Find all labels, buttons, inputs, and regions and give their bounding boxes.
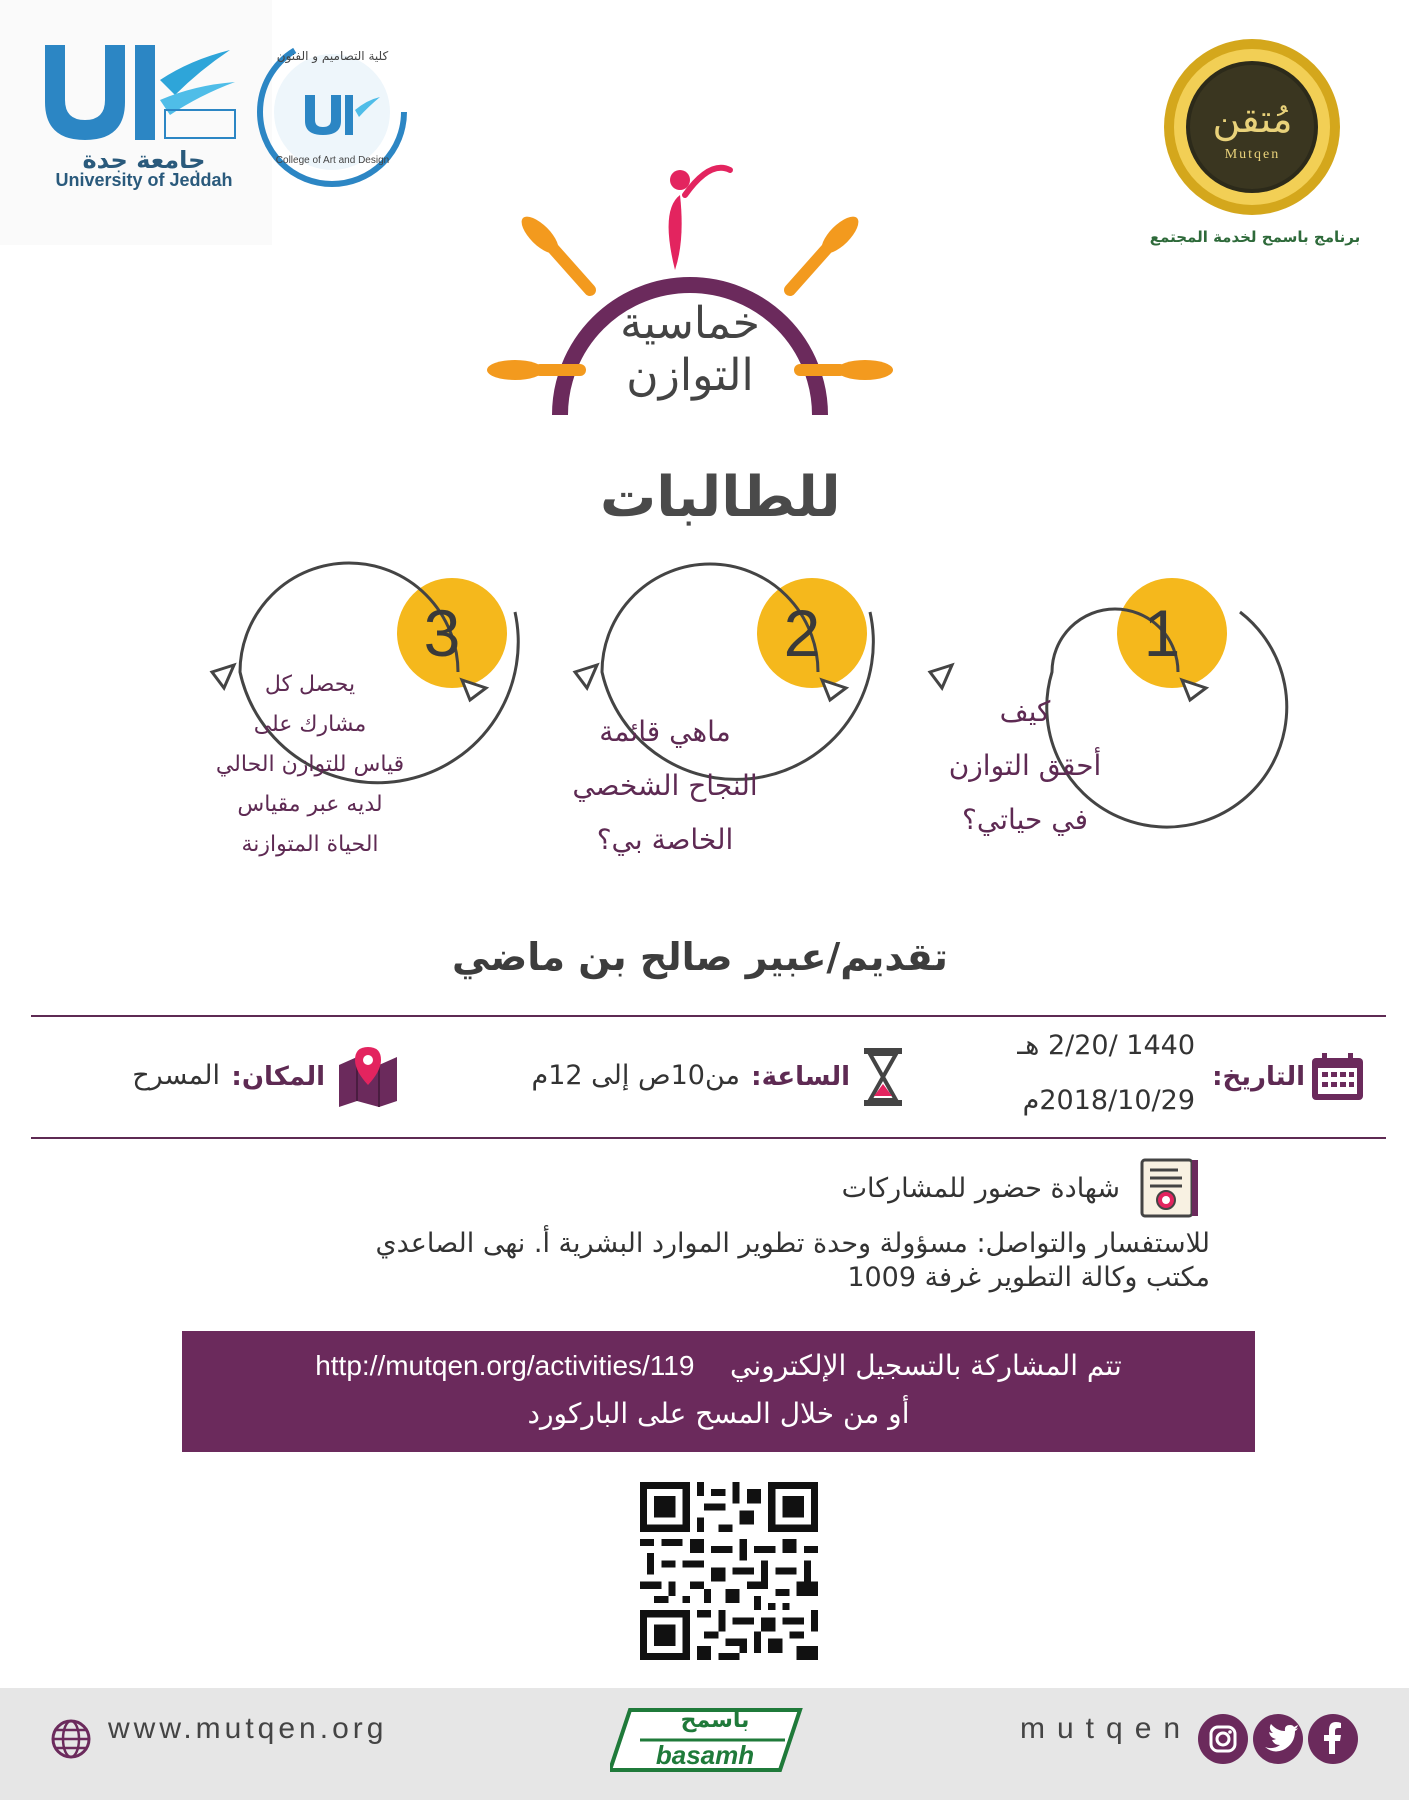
date-label: التاريخ: [1212, 1062, 1305, 1092]
step-3-text [190, 665, 430, 865]
contact-line-2: مكتب وكالة التطوير غرفة 1009 [847, 1262, 1210, 1293]
basamh-logo-en: basamh [655, 1740, 755, 1770]
hourglass-icon [862, 1046, 904, 1108]
uj-name-ar: جامعة جدة [82, 146, 206, 174]
audience-title: للطالبات [600, 465, 841, 530]
basamh-logo-ar: باسمح [680, 1708, 750, 1733]
step-3-number: 3 [423, 596, 461, 670]
facebook-icon[interactable] [1308, 1714, 1358, 1764]
uj-name-en: University of Jeddah [55, 170, 233, 190]
step-3-line: الحياة المتوازنة [241, 832, 379, 857]
step-1-line: أحقق التوازن [948, 749, 1102, 782]
place-value: المسرح [132, 1060, 220, 1091]
university-logo-block [0, 0, 272, 245]
time-value: من10ص إلى 12م [531, 1060, 740, 1091]
mutqen-seal-ar: مُتقن [1212, 97, 1293, 141]
college-en-text: College of Art and Design [275, 155, 390, 166]
presenter-name: تقديم/عبير صالح بن ماضي [452, 935, 948, 979]
twitter-icon[interactable] [1253, 1714, 1303, 1764]
calendar-icon [1310, 1052, 1365, 1102]
college-arc-text: كلية التصاميم و الفنون [276, 49, 389, 63]
registration-link[interactable]: http://mutqen.org/activities/119 [315, 1350, 695, 1381]
time-label: الساعة: [751, 1062, 850, 1092]
date-gregorian: 2018/10/29م [1022, 1085, 1195, 1116]
uj-logo-mark [40, 40, 240, 150]
mutqen-seal-en: Mutqen [1224, 147, 1281, 162]
step-2-line: الخاصة بي؟ [596, 823, 734, 856]
step-2-line: ماهي قائمة [599, 715, 731, 748]
instagram-icon[interactable] [1198, 1714, 1248, 1764]
event-title-line2: التوازن [626, 350, 754, 401]
step-1-number: 1 [1143, 596, 1181, 670]
globe-icon [50, 1718, 92, 1760]
website-link[interactable]: www.mutqen.org [108, 1712, 388, 1745]
certificate-icon [1138, 1156, 1200, 1220]
step-3-line: لديه عبر مقياس [237, 792, 383, 817]
registration-banner [182, 1331, 1255, 1452]
basamh-logo [610, 1700, 805, 1780]
mutqen-caption: برنامج باسمح لخدمة المجتمع [1149, 228, 1361, 246]
step-1-text [920, 685, 1130, 847]
step-3-line: قياس للتوازن الحالي [215, 752, 405, 777]
qr-code[interactable] [640, 1482, 818, 1660]
place-label: المكان: [231, 1062, 325, 1092]
divider-bottom [31, 1137, 1386, 1139]
event-logo [480, 150, 900, 420]
banner-line-1 [182, 1349, 1255, 1382]
map-pin-icon [337, 1045, 399, 1107]
certificate-text: شهادة حضور للمشاركات [841, 1173, 1120, 1204]
banner-register-text: تتم المشاركة بالتسجيل الإلكتروني [730, 1349, 1122, 1382]
step-2-number: 2 [783, 596, 821, 670]
college-logo [255, 35, 410, 190]
banner-line-2: أو من خلال المسح على الباركورد [527, 1397, 910, 1430]
date-hijri: 1440 /2/20 هـ [1017, 1030, 1195, 1061]
step-2-text [550, 705, 780, 867]
step-3-line: يحصل كل [264, 672, 356, 697]
contact-line-1: للاستفسار والتواصل: مسؤولة وحدة تطوير الموارد البشرية أ. نهى الصاعدي [375, 1228, 1210, 1259]
step-2-line: النجاح الشخصي [572, 769, 758, 802]
divider-top [31, 1015, 1386, 1017]
mutqen-seal-logo [1160, 35, 1345, 220]
step-1-line: كيف [999, 695, 1051, 728]
event-title-line1: خماسية [620, 298, 760, 349]
step-1-line: في حياتي؟ [962, 803, 1088, 836]
step-3-line: مشارك على [253, 712, 367, 737]
social-handle: mutqen [1020, 1712, 1193, 1745]
